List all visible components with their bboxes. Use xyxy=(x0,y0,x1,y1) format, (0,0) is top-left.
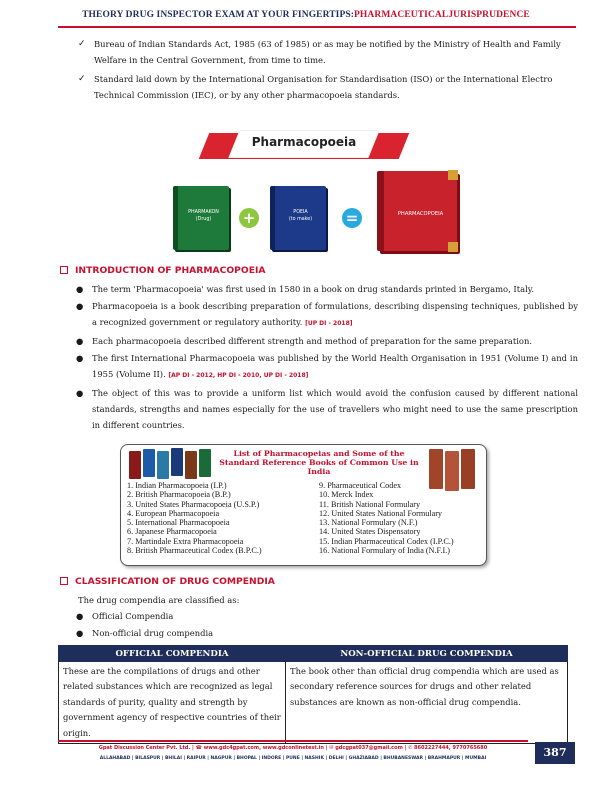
equals-icon: = xyxy=(342,208,362,228)
book-label: POEIA (to make) xyxy=(288,210,313,222)
book-cover-icon xyxy=(143,449,155,477)
list-item: 12. United States National Formulary xyxy=(319,508,443,518)
pharmakon-book-icon xyxy=(173,186,229,250)
header-rule xyxy=(58,26,576,28)
header-title-highlight: PHARMACEUTICALJURISPRUDENCE xyxy=(354,10,530,20)
section-heading-classification: CLASSIFICATION OF DRUG COMPENDIA xyxy=(60,576,275,587)
list-item: 16. National Formulary of India (N.F.I.) xyxy=(319,546,450,556)
reference-list-right xyxy=(319,481,454,555)
page-header xyxy=(0,10,612,20)
list-item: 7. Martindale Extra Pharmacopoeia xyxy=(127,536,244,546)
book-cover-icon xyxy=(199,449,211,477)
check-item xyxy=(78,71,582,103)
list-item: 8. British Pharmaceutical Codex (B.P.C.) xyxy=(127,546,262,556)
column-header: NON-OFFICIAL DRUG COMPENDIA xyxy=(286,646,568,662)
square-bullet-icon xyxy=(60,266,68,274)
banner-title: Pharmacopoeia xyxy=(251,135,357,149)
pharmacopoeia-book-icon xyxy=(377,171,457,251)
book-cover-icon xyxy=(157,451,169,479)
list-item: 11. British National Formulary xyxy=(319,499,421,509)
poeia-book-icon xyxy=(270,186,326,250)
list-item: ● Pharmacopoeia is a book describing preparation of formulations, describing dispensing techniques, published by a recognized government or regulatory authority. [UP DI - 2018] xyxy=(74,298,578,332)
footer-cities: ALLAHABAD | BILASPUR | BHILAI | RAIPUR | NAGPUR | BHOPAL | INDORE | PUNE | NASHIK | DELHI | GHAZIABAD | BHUBANESWAR | BRAHMAPUR | MUMBAI xyxy=(99,756,487,761)
list-item: 5. International Pharmacopoeia xyxy=(127,518,230,528)
reference-books-box xyxy=(120,444,487,566)
book-label: PHARMAKON (Drug) xyxy=(188,210,219,222)
check-list xyxy=(78,36,582,106)
list-item: 13. National Formulary (N.F.) xyxy=(319,518,418,528)
footer-contact: Gpat Discussion Center Pvt. Ltd. | ☎ www.gdc4gpat.com, www.gdconlinetest.in | ✉ gdcgpat037@gmail.com | ✆ 8602227444, 9770765680 xyxy=(98,745,488,751)
bullet-icon: ● xyxy=(76,284,84,294)
book-cover-icon xyxy=(185,451,197,479)
check-item-text: Bureau of Indian Standards Act, 1985 (63 of 1985) or as may be notified by the Ministry of Health and Family Welfare in the Central Government, from time to time. xyxy=(94,39,561,65)
classification-intro: The drug compendia are classified as: xyxy=(78,595,240,605)
list-item: 14. United States Dispensatory xyxy=(319,527,421,537)
book-label: PHARMACOPOEIA xyxy=(397,211,444,217)
list-item: ● The term 'Pharmacopoeia' was first used in 1580 in a book on drug standards printed in Bergamo, Italy. xyxy=(74,281,578,297)
checkmark-icon: ✓ xyxy=(78,39,86,49)
plus-icon: + xyxy=(239,208,259,228)
bullet-icon: ● xyxy=(76,336,84,346)
book-cover-icon xyxy=(129,451,141,479)
footer-rule xyxy=(58,740,528,742)
page-number: 387 xyxy=(535,742,575,764)
list-item: 4. European Pharmacopoeia xyxy=(127,508,220,518)
pharmacopoeia-banner xyxy=(204,130,404,160)
checkmark-icon: ✓ xyxy=(78,74,86,84)
list-item: 10. Merck Index xyxy=(319,490,374,500)
list-item: 3. United States Pharmacopoeia (U.S.P.) xyxy=(127,499,260,509)
bullet-icon: ● xyxy=(76,353,84,363)
exam-reference: [UP DI - 2018] xyxy=(305,320,353,327)
book-cover-icon xyxy=(461,449,475,489)
table-row xyxy=(59,662,568,744)
header-title: THEORY DRUG INSPECTOR EXAM AT YOUR FINGERTIPS: xyxy=(82,10,355,20)
reference-list-left xyxy=(127,481,262,555)
check-item-text: Standard laid down by the International Organisation for Standardisation (ISO) or the International Electro Technical Commission (IEC), or by any other pharmacopoeia standards. xyxy=(94,74,553,100)
table-cell: The book other than official drug compendia which are used as secondary reference sources for drugs and other related substances are known as non-official drug compendia. xyxy=(286,662,568,744)
compendia-comparison-table xyxy=(58,645,568,744)
exam-reference: [AP DI - 2012, HP DI - 2010, UP DI - 2018] xyxy=(168,372,309,379)
classification-bullets xyxy=(74,608,578,642)
bullet-icon: ● xyxy=(76,628,84,638)
list-item: ● The object of this was to provide a uniform list which would avoid the confusion caused by different national standards, strengths and names especially for the use of travellers who might need to use the same prescription in different countries. xyxy=(74,385,578,433)
list-item: 15. Indian Pharmaceutical Codex (I.P.C.) xyxy=(319,536,454,546)
check-item xyxy=(78,36,582,68)
square-bullet-icon xyxy=(60,577,68,585)
book-cover-icon xyxy=(171,448,183,476)
list-item: 2. British Pharmacopoeia (B.P.) xyxy=(127,490,231,500)
reference-box-title: List of Pharmacopeias and Some of the Standard Reference Books of Common Use in India xyxy=(219,449,419,476)
list-item: ● Each pharmacopoeia described different strength and method of preparation for the same preparation. xyxy=(74,333,578,349)
section-heading-introduction: INTRODUCTION OF PHARMACOPOEIA xyxy=(60,265,266,276)
introduction-bullets xyxy=(74,281,578,434)
column-header: OFFICIAL COMPENDIA xyxy=(59,646,286,662)
list-item: ● Non-official drug compendia xyxy=(74,625,578,641)
table-cell: These are the compilations of drugs and other related substances which are recognized as legal standards of purity, quality and strength by government agency of respective countries of their origin. xyxy=(59,662,286,744)
list-item: 6. Japanese Pharmacopoeia xyxy=(127,527,217,537)
table-header-row xyxy=(59,646,568,662)
list-item: 9. Pharmaceutical Codex xyxy=(319,481,402,490)
list-item: ● The first International Pharmacopoeia was published by the World Health Organisation in 1951 (Volume I) and in 1955 (Volume II). [AP DI - 2012, HP DI - 2010, UP DI - 2018] xyxy=(74,350,578,384)
bullet-icon: ● xyxy=(76,301,84,311)
bullet-icon: ● xyxy=(76,388,84,398)
bullet-icon: ● xyxy=(76,611,84,621)
list-item: ● Official Compendia xyxy=(74,608,578,624)
list-item: 1. Indian Pharmacopoeia (I.P.) xyxy=(127,481,227,490)
